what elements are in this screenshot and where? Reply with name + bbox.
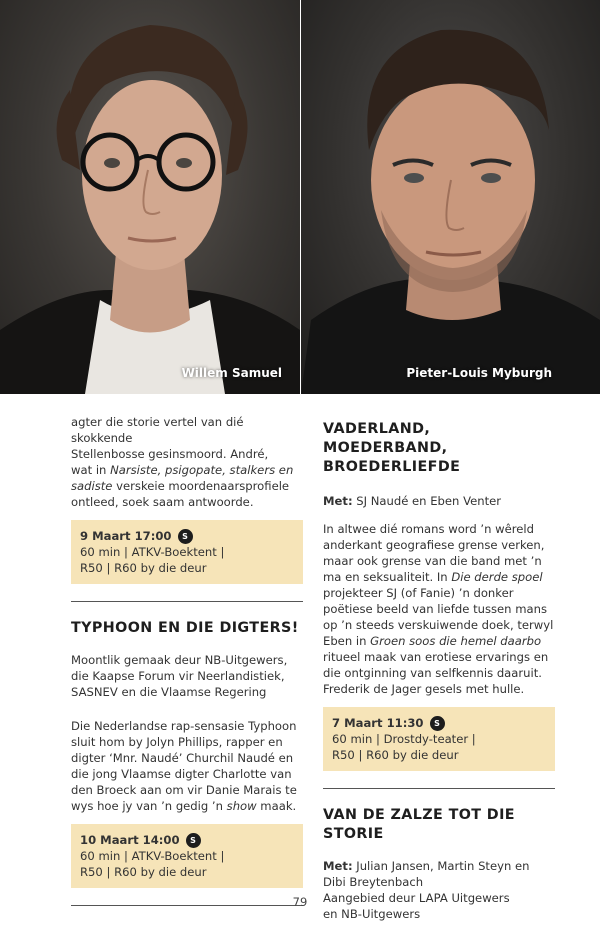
event-date-text: 10 Maart 14:00 <box>80 833 180 847</box>
portrait-willem-samuel <box>0 0 300 394</box>
s-badge-icon: S <box>186 833 201 848</box>
s-badge-icon: S <box>178 529 193 544</box>
description-paragraph <box>323 521 555 697</box>
description-text: ritueel maak van erotiese ervarings en die ontginning van selfkennis daaruit. Frederik de Jager gesels met hulle. <box>323 650 549 696</box>
presenter-text: en NB-Uitgewers <box>323 907 421 921</box>
event-date <box>80 832 295 848</box>
section-divider <box>71 601 303 602</box>
intro-paragraph <box>71 414 303 510</box>
event-box <box>71 520 303 584</box>
description-paragraph <box>71 718 303 814</box>
presenter-text: Aangebied deur LAPA Uitgewers <box>323 891 510 905</box>
event-box <box>323 707 555 771</box>
met-label: Met: <box>323 494 353 508</box>
event-box <box>71 824 303 888</box>
intro-line: agter die storie vertel van dié skokkende <box>71 415 244 445</box>
photo-caption: Willem Samuel <box>181 366 282 380</box>
italic-word: show <box>226 799 257 813</box>
book-title: Narsiste, psigopate, stalkers en sadiste <box>71 463 294 493</box>
sponsor-paragraph: Moontlik gemaak deur NB-Uitgewers, die Kaapse Forum vir Neerlandistiek, SASNEV en die Vlaamse Regering <box>71 653 288 699</box>
book-title: Groen soos die hemel daarbo <box>370 634 542 648</box>
left-column <box>71 414 303 923</box>
photo-strip <box>0 0 600 394</box>
met-label: Met: <box>323 859 353 873</box>
participants: Julian Jansen, Martin Steyn en Dibi Breytenbach <box>323 859 530 889</box>
book-title: Die derde spoel <box>451 570 543 584</box>
intro-text: verskeie moordenaarsprofiele ontleed, soek saam antwoorde. <box>71 479 290 509</box>
description-text: projekteer SJ (of Fanie) ’n donker poëtiese beeld van liefde tussen mans op ’n steeds verskuiwende doek, terwyl Eben in <box>323 586 554 648</box>
description-text: maak. <box>256 799 297 813</box>
event-date-text: 7 Maart 11:30 <box>332 716 424 730</box>
participants-line <box>323 858 555 890</box>
event-price: R50 | R60 by die deur <box>80 561 207 575</box>
event-date-text: 9 Maart 17:00 <box>80 529 172 543</box>
intro-line: Stellenbosse gesinsmoord. André, <box>71 447 269 461</box>
participants: SJ Naudé en Eben Venter <box>352 494 502 508</box>
right-column <box>323 420 555 922</box>
section-divider <box>323 788 555 789</box>
photo-caption: Pieter-Louis Myburgh <box>406 366 552 380</box>
event-details: 60 min | ATKV-Boektent | <box>80 545 225 559</box>
event-date <box>80 528 295 544</box>
description-text: Die Nederlandse rap-sensasie Typhoon sluit hom by Jolyn Phillips, rapper en digter ‘Mnr. Naudé’ Churchil Naudé en die jong Vlaamse digter Charlotte van den Broeck aan om vir Danie Marais te wys hoe jy van ’n gedig ’n <box>71 719 297 813</box>
section-heading <box>323 420 555 477</box>
event-price: R50 | R60 by die deur <box>332 748 459 762</box>
intro-text: wat in <box>71 463 111 477</box>
description-text: In altwee dié romans word ’n wêreld anderkant geografiese grense verken, maar ook grense van die band met ’n ma en seksualiteit. In <box>323 522 545 584</box>
event-details: 60 min | ATKV-Boektent | <box>80 849 225 863</box>
event-date <box>332 715 547 731</box>
portrait-illustration <box>0 0 300 394</box>
heading-line: VADERLAND, MOEDERBAND, <box>323 421 448 456</box>
heading-line: BROEDERLIEFDE <box>323 459 461 475</box>
portrait-illustration <box>301 0 600 394</box>
section-heading: VAN DE ZALZE TOT DIE STORIE <box>323 807 515 842</box>
page-number: 79 <box>292 895 308 909</box>
section-heading: TYPHOON EN DIE DIGTERS! <box>71 620 299 636</box>
participants-line <box>323 493 555 509</box>
portrait-pieter-louis-myburgh <box>301 0 600 394</box>
event-price: R50 | R60 by die deur <box>80 865 207 879</box>
s-badge-icon: S <box>430 716 445 731</box>
event-details: 60 min | Drostdy-teater | <box>332 732 476 746</box>
